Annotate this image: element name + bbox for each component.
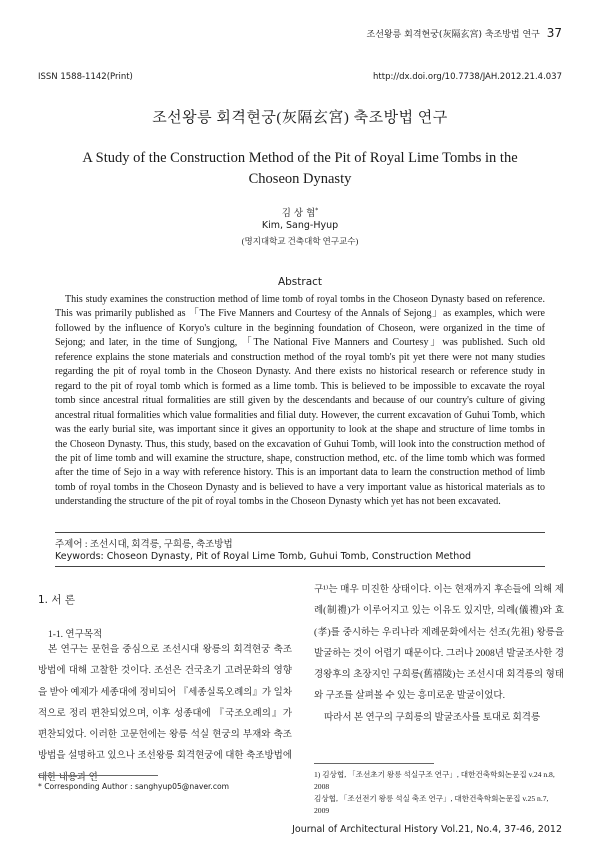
keywords-english: Keywords: Choseon Dynasty, Pit of Royal Lime Tomb, Guhui Tomb, Construction Method xyxy=(55,551,472,562)
footnote-rule-right xyxy=(314,763,434,764)
footnote-rule-left xyxy=(38,775,158,776)
page-number: 37 xyxy=(546,26,562,40)
footnote-2: 김상협, 「조선전기 왕릉 석실 축조 연구」, 대한건축학회논문집 v.25 n.7, 2009 xyxy=(314,794,549,815)
abstract-divider xyxy=(55,532,545,533)
author-english: Kim, Sang-Hyup xyxy=(261,220,339,231)
author-korean xyxy=(0,205,600,219)
keywords-divider xyxy=(55,566,545,567)
running-header xyxy=(367,26,562,40)
title-korean: 조선왕릉 회격현궁(灰隔玄宮) 축조방법 연구 xyxy=(152,110,448,126)
body-paragraph-left: 본 연구는 문헌을 중심으로 조선시대 왕릉의 회격현궁 축조방법에 대해 고찰한 것이다. 조선은 건국초기 고려문화의 영향을 받아 예제가 세종대에 정비되어 『세종실록오례의』가 일차적으로 정리 편찬되었으며, 이후 성종대에 『국조오례의』가 편찬되었다. 이러한 고문헌에는 왕릉 석실 현궁의 부재와 축조방법을 설명하고 있으나 조선왕릉 회격현궁에 대한 축조방법에 대한 내용과 연 xyxy=(38,645,292,783)
title-english: A Study of the Construction Method of the Pit of Royal Lime Tombs in the Choseon Dynasty xyxy=(82,150,518,187)
footnote-1: 1) 김상협, 「조선초기 왕릉 석실구조 연구」, 대한건축학회논문집 v.24 n.8, 2008 xyxy=(314,770,555,791)
body-paragraph-right-1: 구¹⁾는 매우 미진한 상태이다. 이는 현재까지 후손들에 의해 제례(制禮)가 이루어지고 있는 이유도 있지만, 의례(儀禮)와 효(孝)를 중시하는 우리나라 제례문화에서는 선조(先祖) 왕릉을 발굴하는 것이 어렵기 때문이다. 그러나 2008년 발굴조사한 경경왕후의 초장지인 구희릉(舊禧陵)는 조선시대 회격릉의 형태와 구조를 살펴볼 수 있는 흥미로운 발굴이었다. xyxy=(314,585,564,702)
doi-link[interactable]: http://dx.doi.org/10.7738/JAH.2012.21.4.037 xyxy=(373,72,562,82)
author-korean-name: 김 상 협 xyxy=(281,208,316,219)
issn: ISSN 1588-1142(Print) xyxy=(38,72,133,82)
keywords-korean: 주제어 : 조선시대, 회격릉, 구희릉, 축조방법 xyxy=(55,540,233,550)
abstract-body xyxy=(55,293,545,510)
running-title: 조선왕릉 회격현궁(灰隔玄宮) 축조방법 연구 xyxy=(366,30,540,40)
affiliation: (명지대학교 건축대학 연구교수) xyxy=(241,236,359,246)
abstract-text: This study examines the construction method of lime tomb of royal tombs in the Choseon Dynasty based on reference. This was primarily published as 「The Five Manners and Courtesy of the Annals of Sejong」as examples, which were followed by the influence of Koryo's culture in the beginning foundation of Choseon, were organized in the time of Sejong; and later, in the time of Sungjong, 「The National Five Manners and Courtesy」was published. Such old reference explains the stone materials and construction method of the royal tomb's pit yet there were not many studies regarding the pit of royal tomb in the Choseon Dynasty. And there exists no historical research or reference study in regard to the pit of royal tomb which is formed as a lime tomb. This is believed to be impossible to excavate the royal tomb since ancestral ritual formalities are still given by the descendants and because of our country's culture of giving ancestral ritual formalities which value formalities and filial duty. However, the current excavation of Guhui Tomb, which was the early burial site, was important since it gives an opportunity to look at the shape and structure of lime tombs in the Choseon Dynasty. Thus, this study, based on the excavation of Guhui Tomb, will look into the construction method of the pit of lime tomb and will examine the structure, shape, construction method, etc. of the lime tomb which was formed after the time of Sejo in a way with reference history. This is an important data to learn the construction method of limb tomb of royal tombs in the Choseon Dynasty and is believed to have a very important value as historical materials as to understanding the structure of the pit of royal tombs in the Choseon Dynasty which yet has not been excavated. xyxy=(55,294,545,508)
subsection-heading: 1-1. 연구목적 xyxy=(48,630,103,640)
body-right-column xyxy=(314,580,564,729)
body-left-column xyxy=(38,640,292,789)
abstract-heading: Abstract xyxy=(277,276,323,288)
author-mark: * xyxy=(315,206,319,214)
journal-footer: Journal of Architectural History Vol.21, No.4, 37-46, 2012 xyxy=(292,824,562,835)
section-heading: 1. 서 론 xyxy=(38,594,75,606)
body-paragraph-right-2: 따라서 본 연구의 구희릉의 발굴조사를 토대로 회격릉 xyxy=(324,712,541,723)
corresponding-author-note: * Corresponding Author : sanghyup05@naver.com xyxy=(38,782,230,791)
